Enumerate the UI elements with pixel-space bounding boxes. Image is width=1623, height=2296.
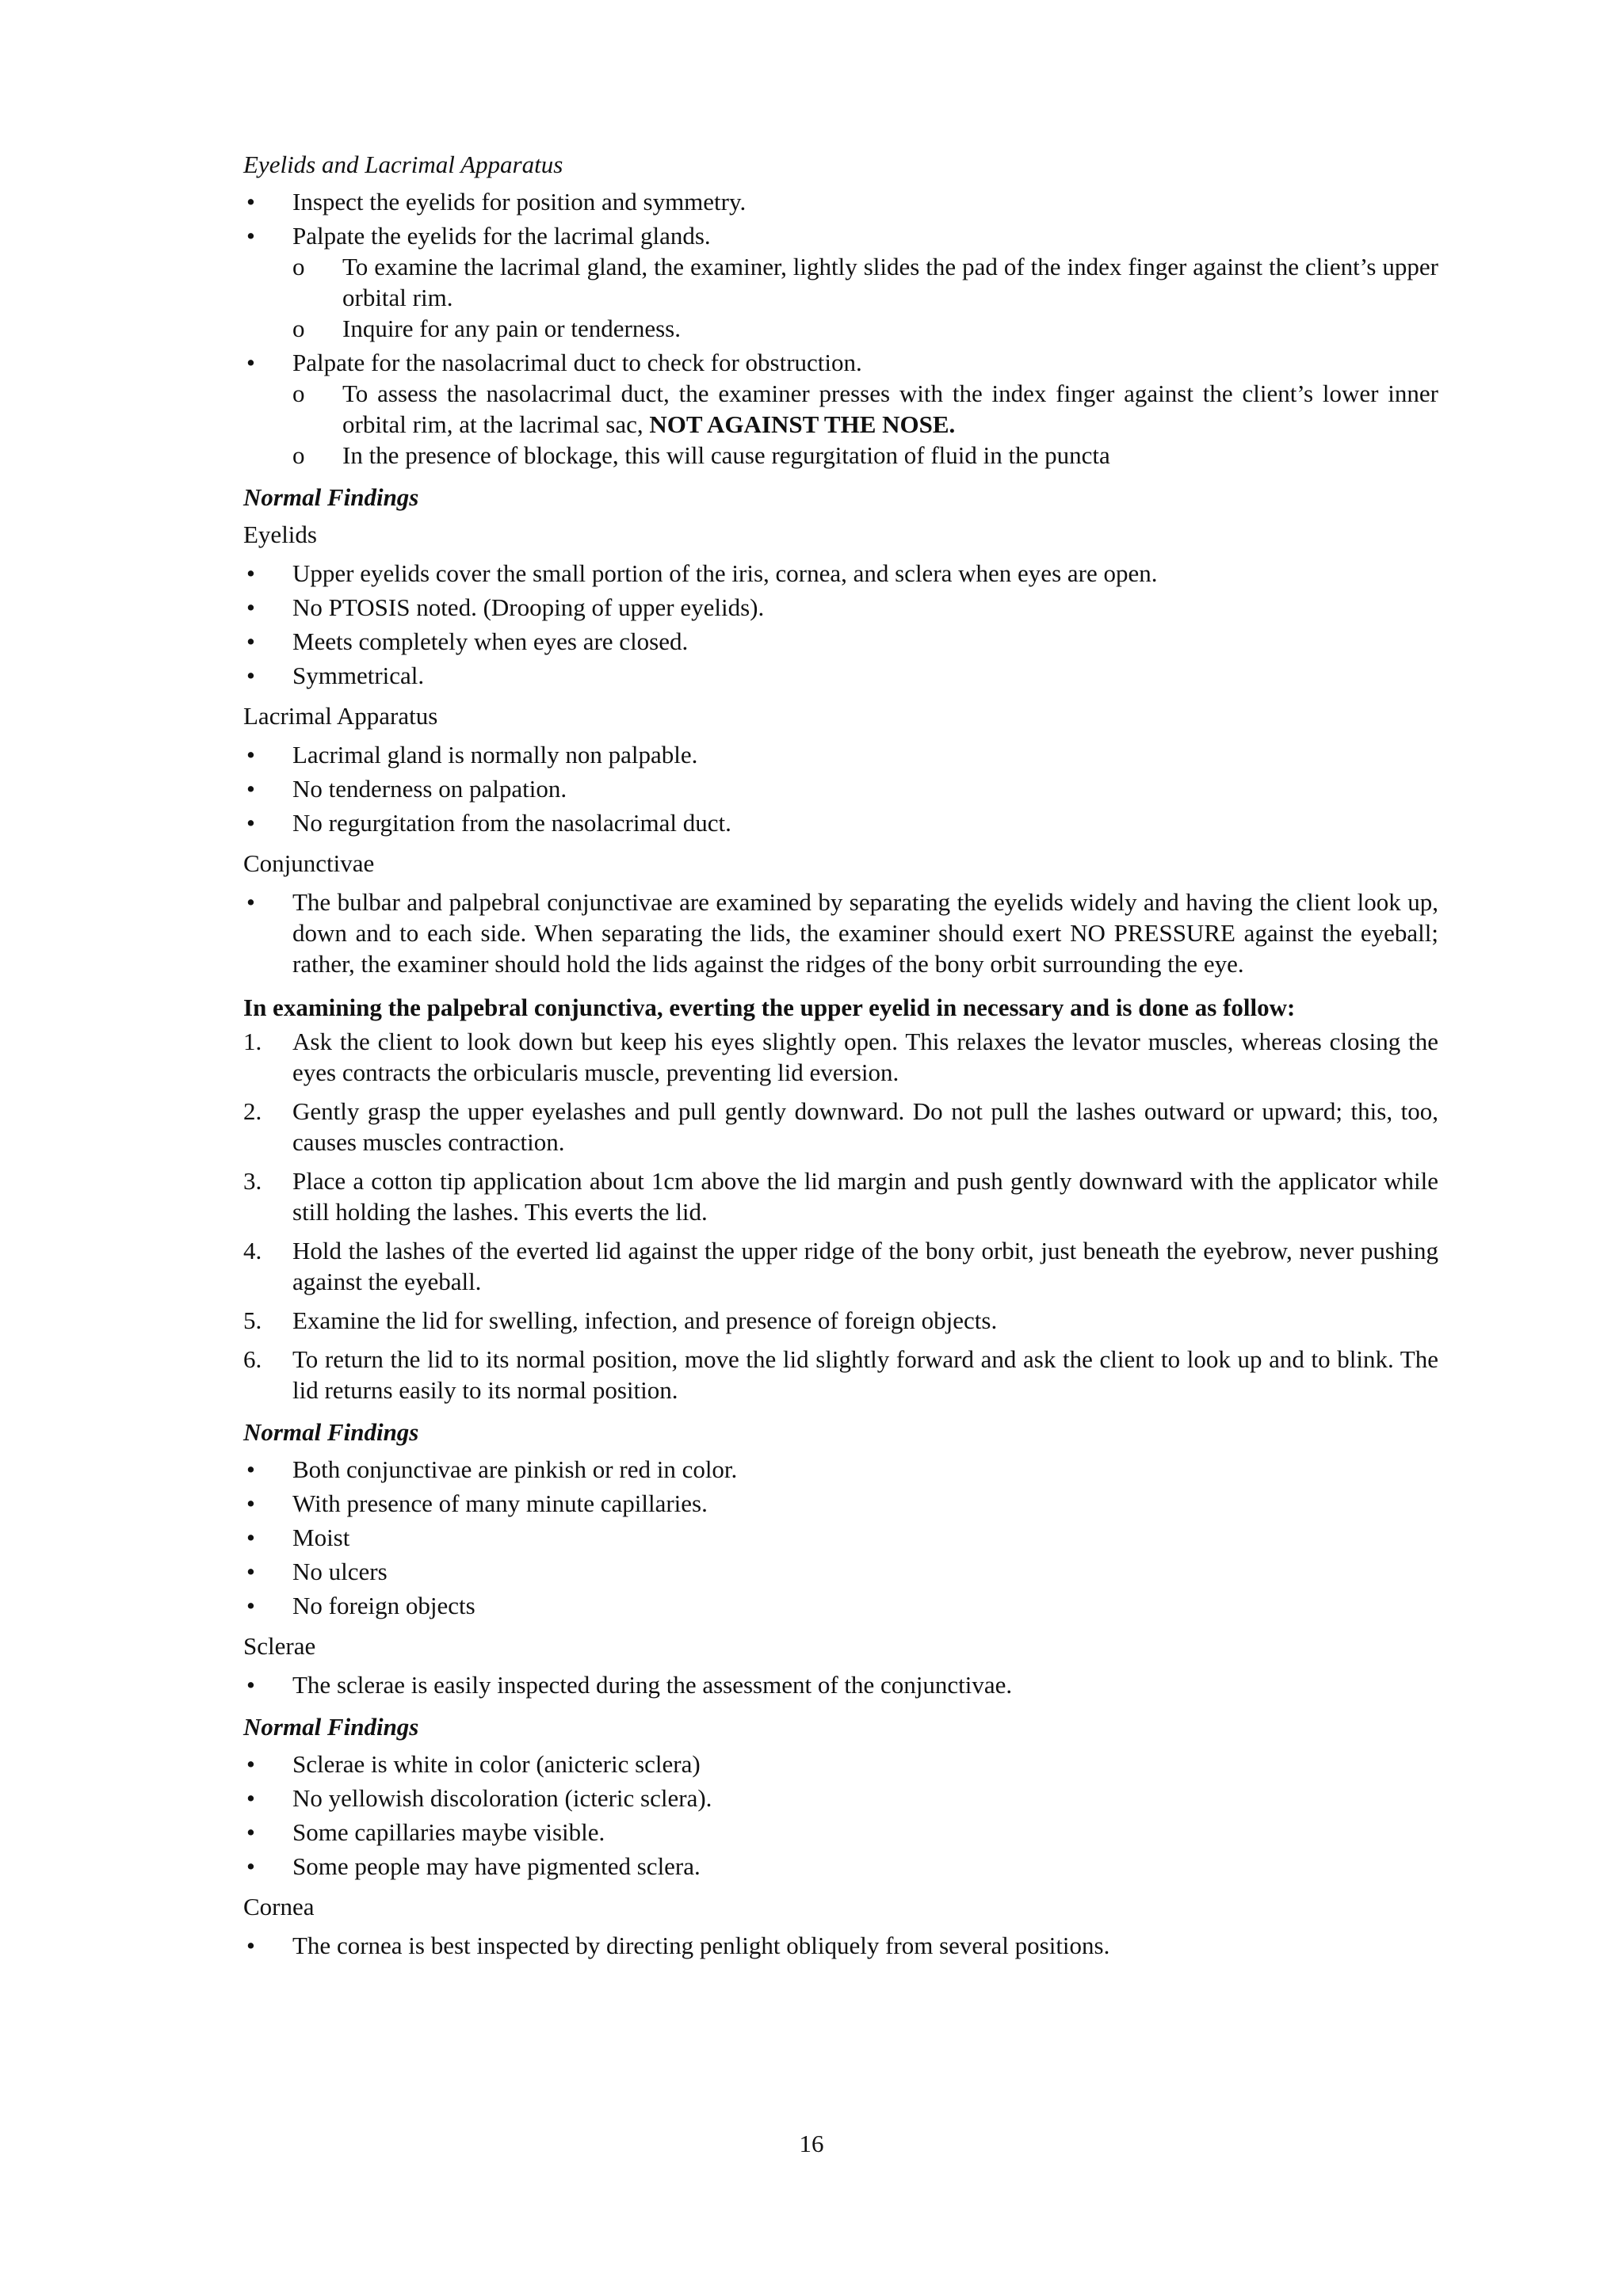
- normal-findings-heading: Normal Findings: [243, 1713, 419, 1741]
- step-text: Hold the lashes of the everted lid against the upper ridge of the bony orbit, just beneath the eyebrow, never pushing against the eyeball.: [292, 1237, 1438, 1295]
- step-item: [243, 1344, 1438, 1405]
- sub-list-item: [292, 251, 1438, 313]
- lacrimal-findings-list: [243, 739, 1438, 838]
- bullet-glyph: •: [246, 741, 255, 769]
- list-item-text: Both conjunctivae are pinkish or red in color.: [292, 1455, 738, 1483]
- sub-list-item: [292, 313, 1438, 344]
- bullet-glyph: •: [246, 1489, 255, 1517]
- sclerae-list: [243, 1669, 1438, 1700]
- sub-list-item-text: In the presence of blockage, this will cause regurgitation of fluid in the puncta: [342, 441, 1110, 469]
- list-item-text: No yellowish discoloration (icteric sclera).: [292, 1784, 712, 1812]
- sub-list: [292, 378, 1438, 471]
- cornea-label: Cornea: [243, 1893, 315, 1920]
- step-text: Ask the client to look down but keep his eyes slightly open. This relaxes the levator muscles, whereas closing the eyes contracts the orbicularis muscle, preventing lid eversion.: [292, 1028, 1438, 1086]
- list-item-text: Meets completely when eyes are closed.: [292, 627, 689, 655]
- bullet-glyph: •: [246, 1671, 255, 1699]
- list-item: [243, 1851, 1438, 1882]
- list-item-text: Palpate for the nasolacrimal duct to check for obstruction.: [292, 349, 862, 376]
- list-item-text: Upper eyelids cover the small portion of the iris, cornea, and sclera when eyes are open.: [292, 559, 1158, 587]
- step-text: To return the lid to its normal position, move the lid slightly forward and ask the client to look up and to blink. The lid returns easily to its normal position.: [292, 1345, 1438, 1404]
- normal-findings-heading: Normal Findings: [243, 1418, 419, 1446]
- list-item-text: Sclerae is white in color (anicteric sclera): [292, 1750, 701, 1778]
- cornea-list: [243, 1930, 1438, 1961]
- bullet-glyph: •: [246, 1932, 255, 1959]
- bullet-glyph: •: [246, 593, 255, 621]
- bullet-glyph: •: [246, 809, 255, 837]
- step-text: Place a cotton tip application about 1cm above the lid margin and push gently downward with the applicator while still holding the lashes. This everts the lid.: [292, 1167, 1438, 1226]
- list-item-text: Inspect the eyelids for position and symmetry.: [292, 188, 747, 215]
- list-item: [243, 1930, 1438, 1961]
- bullet-glyph: •: [246, 1592, 255, 1619]
- step-number: 5.: [243, 1306, 262, 1334]
- bullet-glyph: •: [246, 349, 255, 376]
- list-item-text: No foreign objects: [292, 1592, 475, 1619]
- emphasis-text: NOT AGAINST THE NOSE.: [649, 410, 956, 438]
- sub-bullet-glyph: o: [292, 253, 305, 280]
- sclerae-label: Sclerae: [243, 1632, 316, 1660]
- step-text: Gently grasp the upper eyelashes and pull gently downward. Do not pull the lashes outward or upward; this, too, causes muscles contraction.: [292, 1097, 1438, 1156]
- step-number: 4.: [243, 1237, 262, 1264]
- list-item: [243, 347, 1438, 471]
- list-item-text: Palpate the eyelids for the lacrimal glands.: [292, 222, 711, 250]
- bullet-glyph: •: [246, 222, 255, 250]
- bullet-glyph: •: [246, 1818, 255, 1846]
- list-item-text: The cornea is best inspected by directing penlight obliquely from several positions.: [292, 1932, 1110, 1959]
- step-number: 2.: [243, 1097, 262, 1125]
- page-number: 16: [799, 2130, 824, 2157]
- step-item: [243, 1096, 1438, 1158]
- list-item-text: The sclerae is easily inspected during the assessment of the conjunctivae.: [292, 1671, 1013, 1699]
- bullet-glyph: •: [246, 775, 255, 803]
- sub-list-item: [292, 378, 1438, 440]
- list-item: [243, 1488, 1438, 1519]
- list-item-text: Symmetrical.: [292, 662, 425, 689]
- list-item-text: The bulbar and palpebral conjunctivae are examined by separating the eyelids widely and having the client look up, down and to each side. When separating the lids, the examiner should exert NO PRESSURE against the eyeball; rather, the examiner should hold the lids against the ridges of the bony orbit surrounding the eye.: [292, 888, 1438, 978]
- step-text: Examine the lid for swelling, infection, and presence of foreign objects.: [292, 1306, 998, 1334]
- section-title: Eyelids and Lacrimal Apparatus: [243, 151, 563, 178]
- bullet-glyph: •: [246, 1784, 255, 1812]
- eyelids-label: Eyelids: [243, 521, 317, 548]
- list-item-text: Lacrimal gland is normally non palpable.: [292, 741, 698, 769]
- sclerae-findings-list: [243, 1749, 1438, 1882]
- bullet-glyph: •: [246, 662, 255, 689]
- list-item: [243, 1817, 1438, 1848]
- eyelids-findings-list: [243, 558, 1438, 691]
- list-item: [243, 220, 1438, 344]
- bullet-glyph: •: [246, 1852, 255, 1880]
- list-item-text: With presence of many minute capillaries.: [292, 1489, 708, 1517]
- list-item: [243, 1454, 1438, 1485]
- step-item: [243, 1235, 1438, 1297]
- normal-findings-heading: Normal Findings: [243, 483, 419, 511]
- bullet-glyph: •: [246, 1455, 255, 1483]
- conjunctivae-list: [243, 887, 1438, 979]
- list-item-text: No tenderness on palpation.: [292, 775, 567, 803]
- bullet-glyph: •: [246, 559, 255, 587]
- list-item: [243, 1590, 1438, 1621]
- list-item-text: No PTOSIS noted. (Drooping of upper eyelids).: [292, 593, 765, 621]
- list-item: [243, 558, 1438, 589]
- lacrimal-label: Lacrimal Apparatus: [243, 702, 438, 730]
- list-item: [243, 1556, 1438, 1587]
- bullet-glyph: •: [246, 888, 255, 916]
- bullet-glyph: •: [246, 188, 255, 215]
- sub-list: [292, 251, 1438, 344]
- eversion-lead: In examining the palpebral conjunctiva, everting the upper eyelid in necessary and is done as follow:: [243, 994, 1296, 1021]
- list-item: [243, 186, 1438, 217]
- list-item-text: Moist: [292, 1524, 350, 1551]
- list-item: [243, 807, 1438, 838]
- step-number: 3.: [243, 1167, 262, 1195]
- document-page: [243, 149, 1438, 1964]
- list-item: [243, 626, 1438, 657]
- bullet-glyph: •: [246, 627, 255, 655]
- bullet-glyph: •: [246, 1524, 255, 1551]
- step-number: 1.: [243, 1028, 262, 1055]
- sub-list-item: [292, 440, 1438, 471]
- procedure-list: [243, 186, 1438, 471]
- sub-bullet-glyph: o: [292, 315, 305, 342]
- list-item: [243, 773, 1438, 804]
- list-item: [243, 1749, 1438, 1779]
- eversion-steps: [243, 1026, 1438, 1405]
- list-item: [243, 592, 1438, 623]
- list-item: [243, 660, 1438, 691]
- sub-list-item-text: To examine the lacrimal gland, the examiner, lightly slides the pad of the index finger against the client’s upper orbital rim.: [342, 253, 1438, 311]
- conjunctivae-label: Conjunctivae: [243, 849, 375, 877]
- step-item: [243, 1026, 1438, 1088]
- list-item-text: Some capillaries maybe visible.: [292, 1818, 605, 1846]
- list-item: [243, 1669, 1438, 1700]
- list-item: [243, 739, 1438, 770]
- step-item: [243, 1165, 1438, 1227]
- sub-bullet-glyph: o: [292, 441, 305, 469]
- list-item: [243, 1522, 1438, 1553]
- step-number: 6.: [243, 1345, 262, 1373]
- list-item: [243, 1783, 1438, 1814]
- bullet-glyph: •: [246, 1558, 255, 1585]
- list-item: [243, 887, 1438, 979]
- conjunctivae-findings-list: [243, 1454, 1438, 1621]
- list-item-text: No regurgitation from the nasolacrimal duct.: [292, 809, 731, 837]
- sub-bullet-glyph: o: [292, 379, 305, 407]
- sub-list-item-text: Inquire for any pain or tenderness.: [342, 315, 681, 342]
- step-item: [243, 1305, 1438, 1336]
- bullet-glyph: •: [246, 1750, 255, 1778]
- list-item-text: Some people may have pigmented sclera.: [292, 1852, 701, 1880]
- sub-list-item-text: To assess the nasolacrimal duct, the examiner presses with the index finger against the client’s lower inner orbital rim, at the lacrimal sac,: [342, 379, 1438, 438]
- list-item-text: No ulcers: [292, 1558, 388, 1585]
